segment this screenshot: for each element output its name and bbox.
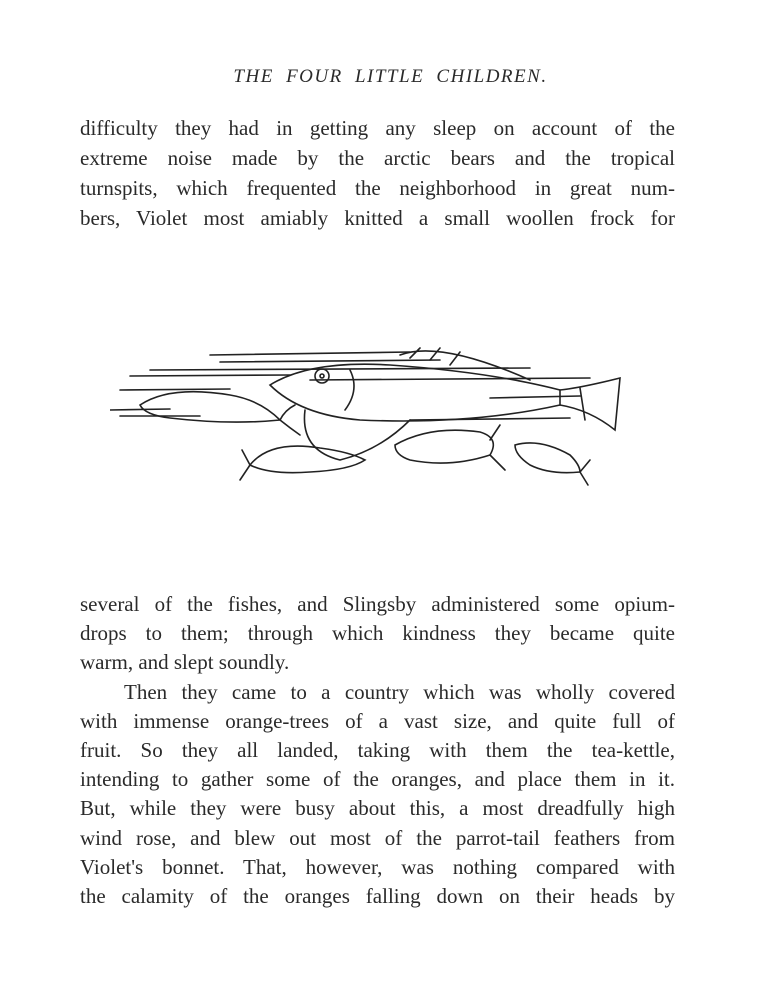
paragraph-start-line: Then they came to a country which was wholly covered	[124, 679, 675, 704]
fishing-line	[304, 410, 410, 460]
fish-lower-right	[515, 443, 590, 485]
text-line: But, while they were busy about this, a most dreadfully high	[80, 796, 675, 821]
small-fish-left	[140, 392, 300, 435]
text-line: the calamity of the oranges falling down on their heads by	[80, 883, 675, 908]
text-line: fruit. So they all landed, taking with them the tea-kettle,	[80, 737, 675, 762]
water-lines	[110, 352, 590, 420]
text-line: Violet's bonnet. That, however, was nothing compared with	[80, 854, 675, 879]
fish-illustration	[110, 310, 640, 500]
text-line: warm, and slept soundly.	[80, 650, 290, 675]
text-line: with immense orange-trees of a vast size, and quite full of	[80, 708, 675, 733]
text-line: bers, Violet most amiably knitted a small woollen frock for	[80, 206, 675, 230]
fish-lower-middle	[395, 425, 505, 470]
text-block-top	[80, 113, 675, 233]
text-line: intending to gather some of the oranges, and place them in it.	[80, 767, 675, 792]
text-line: extreme noise made by the arctic bears and the tropical	[80, 146, 675, 170]
text-line: difficulty they had in getting any sleep on account of the	[80, 116, 675, 140]
text-line: wind rose, and blew out most of the parrot-tail feathers from	[80, 825, 675, 850]
text-block-bottom	[80, 590, 675, 911]
text-line: several of the fishes, and Slingsby administered some opium-	[80, 592, 675, 616]
running-title: THE FOUR LITTLE CHILDREN.	[233, 66, 548, 87]
fish-lower-left	[240, 446, 365, 480]
text-line: drops to them; through which kindness they became quite	[80, 621, 675, 646]
text-line: turnspits, which frequented the neighborhood in great num-	[80, 176, 675, 200]
